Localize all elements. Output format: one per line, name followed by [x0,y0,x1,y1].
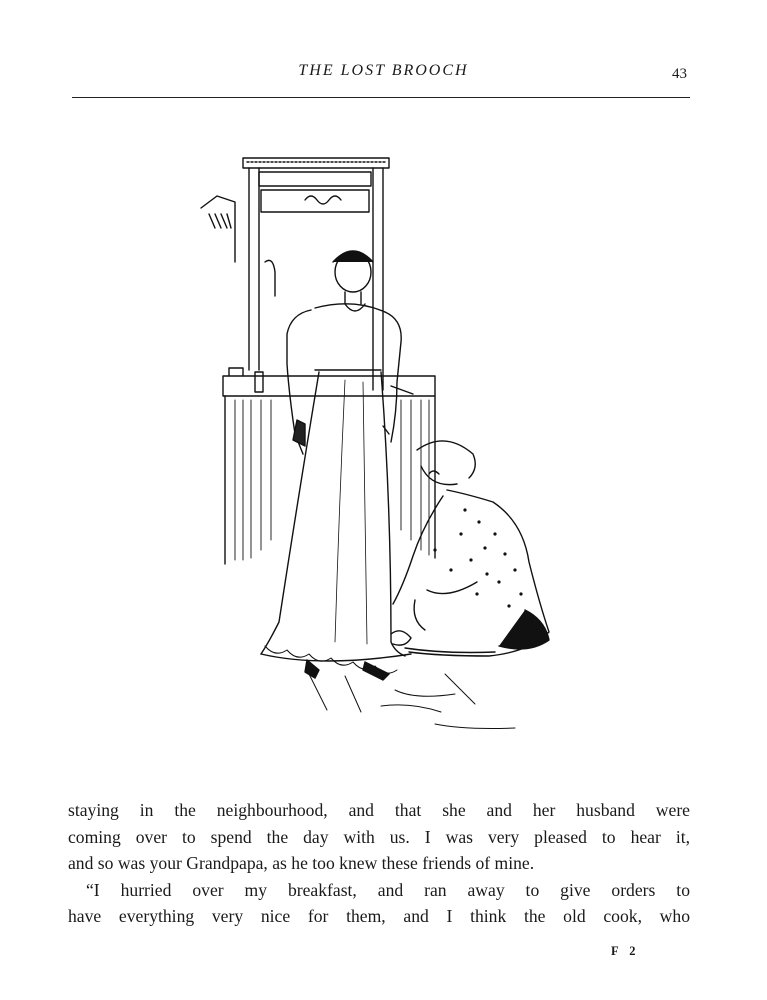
dressing-table [223,368,435,564]
standing-lady [261,251,411,680]
body-line-2: coming over to spend the day with us. I was very pleased to hear it, [68,826,690,847]
body-line-5: have everything very nice for them, and I think the old cook, who [68,906,690,926]
maid-dress-dots [433,508,532,621]
body-line-3: and so was your Grandpapa, as he too knew these friends of mine. [68,853,535,873]
header-rule [72,97,690,98]
body-line-4: “I hurried over my breakfast, and ran away to give orders to [86,879,690,900]
illustration-lady-and-maid [195,150,575,740]
kneeling-maid [391,441,549,656]
floor-lines [307,670,515,729]
printer-signature-mark: F 2 [611,944,640,958]
running-title: THE LOST BROOCH [298,62,469,79]
body-line-1: staying in the neighbourhood, and that she and her husband were [68,800,690,820]
body-text [68,797,690,930]
page-header [0,62,767,86]
page-number: 43 [672,66,687,82]
mirror-frame [243,158,389,390]
wall-fragment [201,196,275,296]
